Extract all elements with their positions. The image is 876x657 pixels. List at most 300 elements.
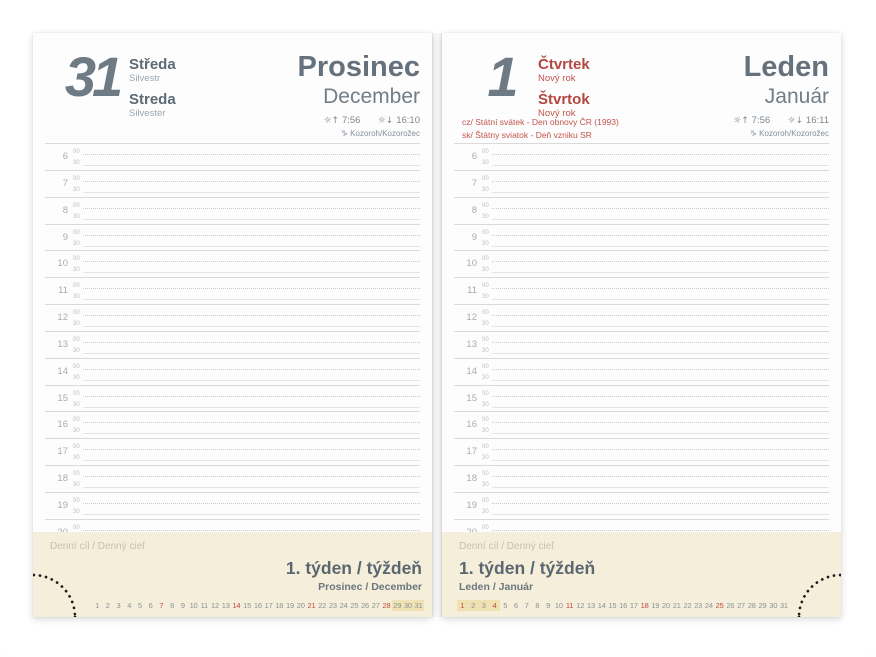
hour-number: 8 — [62, 204, 68, 216]
hour-row — [45, 359, 420, 386]
minute-slot — [73, 256, 420, 262]
minute-slot — [482, 321, 829, 327]
hour-row — [454, 198, 829, 225]
week-month-label: Prosinec / December — [318, 581, 422, 593]
calendar-day: 25 — [350, 601, 359, 610]
writing-line — [492, 487, 829, 488]
minute-label: 00 — [73, 363, 80, 370]
hour-row — [454, 225, 829, 252]
calendar-day: 11 — [200, 601, 208, 610]
minute-label: 30 — [73, 374, 80, 381]
writing-line — [492, 476, 829, 477]
minute-label: 00 — [482, 444, 489, 451]
zodiac-label: Kozoroh/Kozorožec — [759, 129, 829, 139]
minute-slot — [482, 348, 829, 354]
minute-slot — [482, 214, 829, 220]
calendar-day: 28 — [747, 601, 756, 610]
hour-number: 19 — [57, 499, 68, 511]
calendar-day: 11 — [565, 601, 574, 610]
sunset-icon: ☼↓ — [787, 116, 806, 127]
writing-line — [492, 449, 829, 450]
calendar-day: 22 — [318, 601, 327, 610]
minute-slot — [73, 471, 420, 477]
calendar-day: 2 — [105, 601, 110, 610]
minute-label: 30 — [482, 428, 489, 435]
hour-number: 6 — [471, 151, 477, 162]
daily-goal-label: Denní cíl / Denný cieľ — [50, 541, 146, 552]
capricorn-icon: ♑ — [340, 129, 348, 139]
hour-row — [454, 251, 829, 278]
hour-number: 6 — [62, 151, 68, 162]
minute-label: 30 — [73, 160, 80, 166]
day-names — [129, 57, 176, 127]
footer-strip — [33, 532, 432, 617]
day-number: 1 — [487, 45, 515, 108]
calendar-day: 25 — [715, 601, 724, 610]
hour-row — [454, 493, 829, 520]
hour-row — [45, 305, 420, 332]
writing-line — [492, 407, 829, 408]
hour-row — [45, 386, 420, 413]
calendar-day: 26 — [361, 601, 370, 610]
minute-label: 30 — [73, 321, 80, 328]
calendar-day: 28 — [382, 601, 391, 610]
calendar-day: 3 — [478, 600, 489, 611]
minute-label: 30 — [482, 508, 489, 515]
minute-slot — [482, 230, 829, 236]
writing-line — [83, 246, 420, 247]
minute-slot — [73, 294, 420, 300]
minute-slot — [73, 230, 420, 236]
calendar-day: 15 — [243, 601, 252, 610]
day-name-label: Středa — [129, 56, 176, 73]
holiday-notes — [462, 116, 619, 142]
minute-slot — [482, 509, 829, 515]
day-name-block — [129, 92, 176, 120]
calendar-day: 1 — [95, 601, 100, 610]
writing-line — [492, 433, 829, 434]
minute-slot — [482, 310, 829, 316]
minute-label: 30 — [73, 240, 80, 247]
minute-label: 30 — [482, 374, 489, 381]
writing-line — [83, 192, 420, 193]
minute-label: 00 — [482, 175, 489, 182]
calendar-day: 19 — [651, 601, 660, 610]
day-number: 31 — [64, 45, 120, 108]
calendar-day: 22 — [683, 601, 692, 610]
minute-slot — [73, 391, 420, 397]
minute-slot — [73, 428, 420, 434]
calendar-day: 14 — [232, 601, 241, 610]
minute-slot — [482, 391, 829, 397]
minute-slot — [482, 471, 829, 477]
writing-line — [492, 422, 829, 423]
week-number-label: 1. týden / týždeň — [285, 558, 422, 578]
minute-slot — [73, 267, 420, 273]
minute-label: 00 — [482, 149, 489, 155]
hour-number: 18 — [57, 473, 68, 485]
writing-line — [492, 165, 829, 166]
minute-label: 00 — [73, 229, 80, 236]
corner-perforation-dots — [791, 567, 841, 617]
sunrise-icon: ☼↑ — [323, 116, 342, 127]
writing-line — [492, 246, 829, 247]
schedule-grid — [45, 143, 420, 547]
day-name-sublabel: Nový rok — [538, 72, 576, 84]
writing-line — [83, 326, 420, 327]
minute-label: 30 — [73, 213, 80, 220]
minute-label: 00 — [482, 363, 489, 370]
minute-label: 00 — [73, 283, 80, 290]
calendar-day: 13 — [587, 601, 595, 610]
minute-label: 00 — [73, 175, 80, 182]
minute-label: 30 — [482, 401, 489, 408]
writing-line — [492, 261, 829, 262]
calendar-day: 4 — [127, 601, 132, 610]
minute-slot — [482, 256, 829, 262]
writing-line — [83, 353, 420, 354]
hour-row — [454, 171, 829, 198]
day-name-label: Čtvrtek — [538, 56, 590, 73]
writing-line — [83, 288, 420, 289]
hour-number: 13 — [57, 338, 68, 350]
minute-slot — [73, 310, 420, 316]
minute-slot — [482, 525, 829, 531]
minute-slot — [482, 455, 829, 461]
minute-slot — [73, 455, 420, 461]
minute-slot — [73, 509, 420, 515]
minute-label: 30 — [482, 294, 489, 301]
month-mini-calendar — [92, 600, 424, 611]
hour-number: 7 — [471, 177, 477, 189]
minute-slot — [482, 402, 829, 408]
hour-number: 16 — [466, 419, 477, 431]
minute-label: 00 — [482, 471, 489, 478]
calendar-day: 24 — [339, 601, 348, 610]
sunrise-icon: ☼↑ — [733, 116, 752, 127]
minute-slot — [73, 203, 420, 209]
footer-strip — [442, 532, 841, 617]
writing-line — [83, 487, 420, 488]
sunset-time: 16:10 — [396, 115, 420, 127]
writing-line — [83, 433, 420, 434]
writing-line — [83, 272, 420, 273]
minute-slot — [73, 348, 420, 354]
hour-number: 11 — [467, 285, 477, 297]
calendar-day: 31 — [414, 601, 423, 610]
month-mini-calendar — [457, 600, 789, 611]
writing-line — [492, 530, 829, 531]
day-name-block — [538, 57, 590, 85]
minute-label: 30 — [482, 186, 489, 193]
writing-line — [83, 208, 420, 209]
calendar-day: 30 — [769, 601, 778, 610]
writing-line — [492, 460, 829, 461]
calendar-day: 30 — [403, 601, 412, 610]
minute-slot — [73, 482, 420, 488]
minute-label: 00 — [482, 524, 489, 531]
week-number-label: 1. týden / týždeň — [459, 558, 596, 578]
minute-slot — [73, 402, 420, 408]
hour-number: 11 — [58, 285, 68, 297]
minute-slot — [73, 525, 420, 531]
month-name-primary: Prosinec — [297, 51, 420, 83]
minute-label: 30 — [482, 213, 489, 220]
zodiac-line — [298, 129, 421, 138]
calendar-day: 7 — [524, 601, 529, 610]
minute-slot — [482, 241, 829, 247]
calendar-day: 18 — [640, 601, 649, 610]
minute-slot — [482, 337, 829, 343]
writing-line — [492, 272, 829, 273]
hour-row — [454, 439, 829, 466]
writing-line — [83, 396, 420, 397]
minute-slot — [73, 283, 420, 289]
hour-row — [45, 466, 420, 493]
minute-label: 30 — [482, 347, 489, 354]
minute-slot — [73, 241, 420, 247]
hour-number: 12 — [466, 312, 477, 324]
calendar-day: 18 — [275, 601, 284, 610]
minute-label: 00 — [482, 336, 489, 343]
hour-row — [454, 144, 829, 171]
hour-row — [45, 198, 420, 225]
hour-row — [45, 251, 420, 278]
writing-line — [492, 380, 829, 381]
calendar-day: 5 — [503, 601, 508, 610]
writing-line — [83, 342, 420, 343]
week-month-label: Leden / Január — [459, 581, 534, 593]
writing-line — [83, 219, 420, 220]
writing-line — [492, 154, 829, 155]
hour-number: 14 — [466, 365, 477, 377]
hour-row — [454, 466, 829, 493]
zodiac-line — [733, 129, 829, 138]
minute-slot — [482, 149, 829, 155]
hour-row — [454, 386, 829, 413]
minute-label: 30 — [482, 321, 489, 328]
writing-line — [83, 154, 420, 155]
hour-row — [45, 225, 420, 252]
minute-slot — [73, 417, 420, 423]
writing-line — [492, 315, 829, 316]
calendar-day: 1 — [457, 600, 468, 611]
minute-label: 00 — [73, 417, 80, 424]
minute-label: 00 — [73, 444, 80, 451]
minute-label: 00 — [482, 202, 489, 209]
hour-row — [454, 305, 829, 332]
hour-number: 12 — [57, 312, 68, 324]
writing-line — [83, 181, 420, 182]
hour-row — [45, 144, 420, 171]
calendar-day: 3 — [116, 601, 121, 610]
writing-line — [83, 460, 420, 461]
minute-label: 00 — [482, 229, 489, 236]
minute-label: 30 — [482, 240, 489, 247]
calendar-day: 23 — [328, 601, 337, 610]
hour-row — [454, 412, 829, 439]
minute-slot — [73, 444, 420, 450]
hour-number: 14 — [57, 365, 68, 377]
hour-number: 15 — [57, 392, 68, 404]
writing-line — [83, 315, 420, 316]
writing-line — [83, 476, 420, 477]
minute-label: 00 — [73, 497, 80, 504]
minute-slot — [73, 160, 420, 166]
calendar-day: 21 — [672, 601, 681, 610]
minute-slot — [482, 203, 829, 209]
month-block — [298, 53, 421, 138]
writing-line — [492, 514, 829, 515]
calendar-day: 24 — [704, 601, 713, 610]
hour-row — [45, 171, 420, 198]
hour-number: 17 — [466, 446, 477, 458]
writing-line — [492, 396, 829, 397]
calendar-day: 29 — [758, 601, 767, 610]
minute-label: 00 — [482, 390, 489, 397]
writing-line — [83, 165, 420, 166]
minute-label: 00 — [482, 256, 489, 263]
hour-row — [45, 439, 420, 466]
calendar-day: 8 — [535, 601, 540, 610]
writing-line — [492, 353, 829, 354]
week-block — [459, 558, 595, 593]
holiday-note: cz/ Státní svátek - Den obnovy ČR (1993) — [462, 117, 619, 127]
calendar-day: 31 — [779, 601, 788, 610]
writing-line — [492, 369, 829, 370]
calendar-day: 16 — [253, 601, 262, 610]
writing-line — [83, 235, 420, 236]
writing-line — [492, 288, 829, 289]
minute-label: 30 — [73, 294, 80, 301]
hour-number: 8 — [471, 204, 477, 216]
month-block — [733, 53, 829, 138]
writing-line — [83, 369, 420, 370]
calendar-day: 4 — [489, 600, 500, 611]
minute-label: 30 — [73, 267, 80, 274]
calendar-day: 17 — [629, 601, 638, 610]
sun-times — [298, 115, 421, 126]
day-name-sublabel: Silvester — [129, 107, 166, 119]
sun-times — [733, 115, 829, 126]
minute-label: 00 — [73, 310, 80, 317]
hour-row — [45, 332, 420, 359]
minute-label: 00 — [482, 283, 489, 290]
writing-line — [83, 261, 420, 262]
writing-line — [83, 449, 420, 450]
minute-label: 00 — [482, 417, 489, 424]
minute-label: 00 — [73, 390, 80, 397]
minute-label: 00 — [482, 497, 489, 504]
sunset-time: 16:11 — [805, 115, 829, 127]
capricorn-icon: ♑ — [749, 129, 757, 139]
calendar-day: 27 — [371, 601, 380, 610]
diary-page — [442, 33, 841, 617]
minute-label: 00 — [73, 256, 80, 263]
hour-row — [45, 278, 420, 305]
writing-line — [83, 407, 420, 408]
schedule-grid — [454, 143, 829, 547]
hour-row — [454, 359, 829, 386]
minute-label: 00 — [482, 310, 489, 317]
calendar-day: 7 — [159, 601, 164, 610]
sunset-icon: ☼↓ — [377, 116, 397, 127]
minute-label: 30 — [73, 455, 80, 462]
daily-goal-label: Denní cíl / Denný cieľ — [459, 541, 555, 552]
minute-slot — [482, 187, 829, 193]
minute-slot — [73, 176, 420, 182]
minute-slot — [73, 337, 420, 343]
minute-slot — [73, 214, 420, 220]
minute-slot — [482, 428, 829, 434]
day-name-sublabel: Nový rok — [538, 107, 576, 119]
writing-line — [83, 380, 420, 381]
minute-label: 00 — [73, 524, 80, 531]
writing-line — [492, 181, 829, 182]
hour-row — [454, 332, 829, 359]
calendar-day: 6 — [513, 601, 518, 610]
holiday-note: sk/ Štátny sviatok - Deň vzniku SR — [462, 130, 592, 141]
minute-slot — [73, 498, 420, 504]
hour-number: 13 — [466, 338, 477, 350]
sunrise-time: 7:56 — [751, 115, 771, 127]
calendar-day: 23 — [694, 601, 703, 610]
hour-number: 18 — [466, 473, 477, 485]
calendar-day: 16 — [619, 601, 628, 610]
writing-line — [492, 342, 829, 343]
minute-slot — [482, 294, 829, 300]
minute-slot — [482, 176, 829, 182]
calendar-day: 20 — [662, 601, 670, 610]
minute-slot — [482, 444, 829, 450]
minute-slot — [73, 364, 420, 370]
minute-label: 00 — [73, 471, 80, 478]
hour-row — [45, 493, 420, 520]
day-name-sublabel: Silvestr — [129, 72, 161, 84]
week-block — [286, 558, 422, 593]
hour-row — [454, 278, 829, 305]
writing-line — [83, 299, 420, 300]
corner-perforation-dots — [33, 567, 83, 617]
day-name-label: Streda — [129, 91, 176, 109]
hour-number: 9 — [62, 231, 68, 243]
calendar-day: 14 — [597, 601, 606, 610]
minute-slot — [482, 482, 829, 488]
minute-label: 30 — [73, 401, 80, 408]
minute-slot — [482, 498, 829, 504]
calendar-day: 20 — [296, 601, 305, 610]
writing-line — [83, 530, 420, 531]
hour-row — [45, 412, 420, 439]
writing-line — [492, 208, 829, 209]
writing-line — [492, 192, 829, 193]
calendar-day: 9 — [180, 601, 185, 610]
minute-label: 00 — [73, 336, 80, 343]
minute-slot — [482, 283, 829, 289]
calendar-day: 8 — [170, 601, 175, 610]
minute-label: 30 — [482, 267, 489, 274]
minute-label: 30 — [482, 482, 489, 489]
month-name-primary: Leden — [743, 51, 829, 83]
minute-label: 30 — [482, 160, 489, 166]
calendar-day: 12 — [576, 601, 585, 610]
minute-slot — [482, 364, 829, 370]
day-name-label: Štvrtok — [538, 91, 590, 109]
writing-line — [83, 422, 420, 423]
calendar-day: 29 — [393, 601, 402, 610]
writing-line — [492, 299, 829, 300]
minute-slot — [73, 187, 420, 193]
